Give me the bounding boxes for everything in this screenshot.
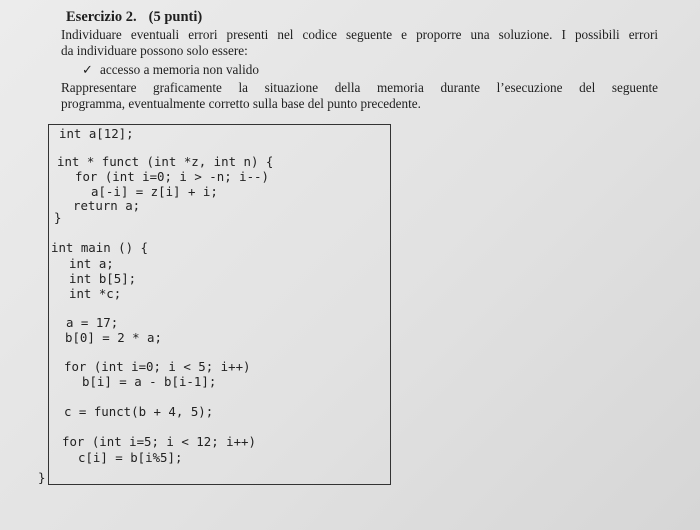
exercise-heading <box>66 9 202 26</box>
error-type-item <box>82 62 259 78</box>
instruction-line-2: da individuare possono solo essere: <box>61 43 248 58</box>
code-line: for (int i=0; i > -n; i--) <box>75 169 269 184</box>
error-type-label: accesso a memoria non valido <box>100 62 259 77</box>
code-line: int b[5]; <box>69 271 137 286</box>
exercise-points: (5 punti) <box>148 9 203 25</box>
code-line: a[-i] = z[i] + i; <box>91 184 218 199</box>
code-line: c[i] = b[i%5]; <box>78 450 183 465</box>
code-line: } <box>54 210 62 225</box>
code-line: a = 17; <box>66 315 119 330</box>
instruction-line-1: Individuare eventuali errori presenti nel codice seguente e proporre una soluzione. I possibili errori <box>61 27 658 42</box>
instruction-line-3: Rappresentare graficamente la situazione della memoria durante l’esecuzione del seguente <box>61 80 658 95</box>
code-line: int a[12]; <box>59 126 134 141</box>
code-line: b[i] = a - b[i-1]; <box>82 374 217 389</box>
code-line: int main () { <box>51 240 148 255</box>
code-line: return a; <box>73 198 141 213</box>
code-line: int *c; <box>69 286 122 301</box>
code-line: c = funct(b + 4, 5); <box>64 404 214 419</box>
code-line: for (int i=5; i < 12; i++) <box>62 434 256 449</box>
code-line: int a; <box>69 256 114 271</box>
code-line: int * funct (int *z, int n) { <box>57 154 274 169</box>
check-icon: ✓ <box>82 62 94 77</box>
code-line: b[0] = 2 * a; <box>65 330 162 345</box>
instruction-line-4: programma, eventualmente corretto sulla base del punto precedente. <box>61 96 421 111</box>
code-line: } <box>38 470 46 485</box>
exercise-title: Esercizio 2. <box>66 9 137 25</box>
code-line: for (int i=0; i < 5; i++) <box>64 359 251 374</box>
